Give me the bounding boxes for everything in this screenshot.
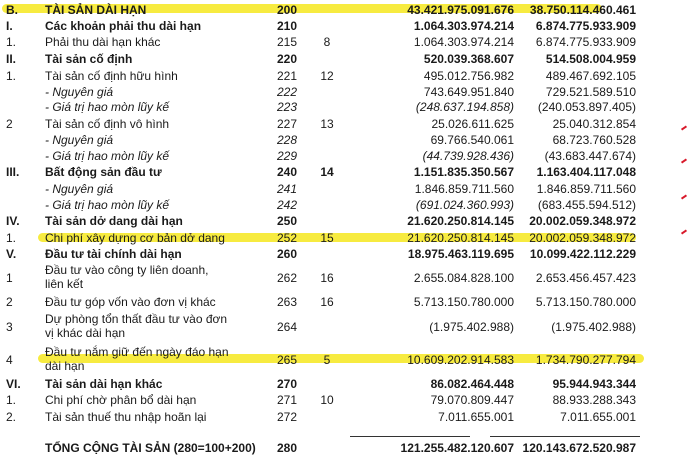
pen-tick-mark <box>681 194 687 199</box>
pen-tick-mark <box>681 229 687 234</box>
total-top-rule <box>490 436 640 437</box>
pen-tick-mark <box>681 125 687 130</box>
balance-sheet-long-term-assets: B. TÀI SẢN DÀI HẠN 200 43.421.975.091.676 38.750.114.460.461 I. Các khoản phải thu dài hạn 210 1.064.303.974.214 6.874.775.933.909 1. Phải thu dài hạn khác 215 8 1.064.303.974.214 6.874.775.933.909 II. Tài sản cố định 220 520.039.368.607 514.508.004.959 1. Tài sản cố định hữu hình 221 12 495.012.756.982 489.467.692.105 - Nguyên giá 222 743.649.951.840 729.521.589.510 - Giá trị hao mòn lũy kế 223 (248.637.194.858) (240.053.897.405) 2 Tài sản cố định vô hình 227 13 25.026.611.625 25.040.312.854 - Nguyên giá 228 69.766.540.061 68.723.760.528 - Giá trị hao mòn lũy kế 229 (44.739.928.436) (43.683.447.674) III. Bất động sản đầu tư 240 14 1.151.835.350.567 1.163.404.117.048 - Nguyên giá 241 1.846.859.711.560 1.846.859.711.560 - Giá trị hao mòn lũy kế 242 (691.024.360.993) (683.455.594.512) IV. Tài sản dở dang dài hạn 250 21.620.250.814.145 20.002.059.348.972 1. Chi phí xây dựng cơ bản dở dang 252 15 21.620.250.814.145 20.002.059.348.972 V. Đầu tư tài chính dài hạn 260 18.975.463.119.695 10.099.422.112.229 1 Đầu tư vào công ty liên doanh, liên kết 262 16 2.655.084.828.100 2.653.456.457.423 2 Đầu tư góp vốn vào đơn vị khác 263 16 5.713.150.780.000 5.713.150.780.000 3 Dự phòng tổn thất đầu tư vào đơn vị khác dài hạn 264 (1.975.402.988) (1.975.402.988) 4 Đầu tư nắm giữ đến ngày đáo hạn dài hạn 265 5 10.609.202.914.583 1.734.790.277.794 VI. Tài sản dài hạn khác 270 86.082.464.448 95.944.943.344 1. Chi phí chờ phân bổ dài hạn 271 10 79.070.809.447 88.933.288.343 2. Tài sản thuế thu nhập hoãn lại 272 7.011.655.001 7.011.655.001 TỔNG CỘNG TÀI SẢN (280=100+200) 280 121.255.482.120.607 120.143.672.520.987 <box>0 0 690 471</box>
pen-tick-mark <box>681 158 687 163</box>
total-top-rule <box>350 436 470 437</box>
